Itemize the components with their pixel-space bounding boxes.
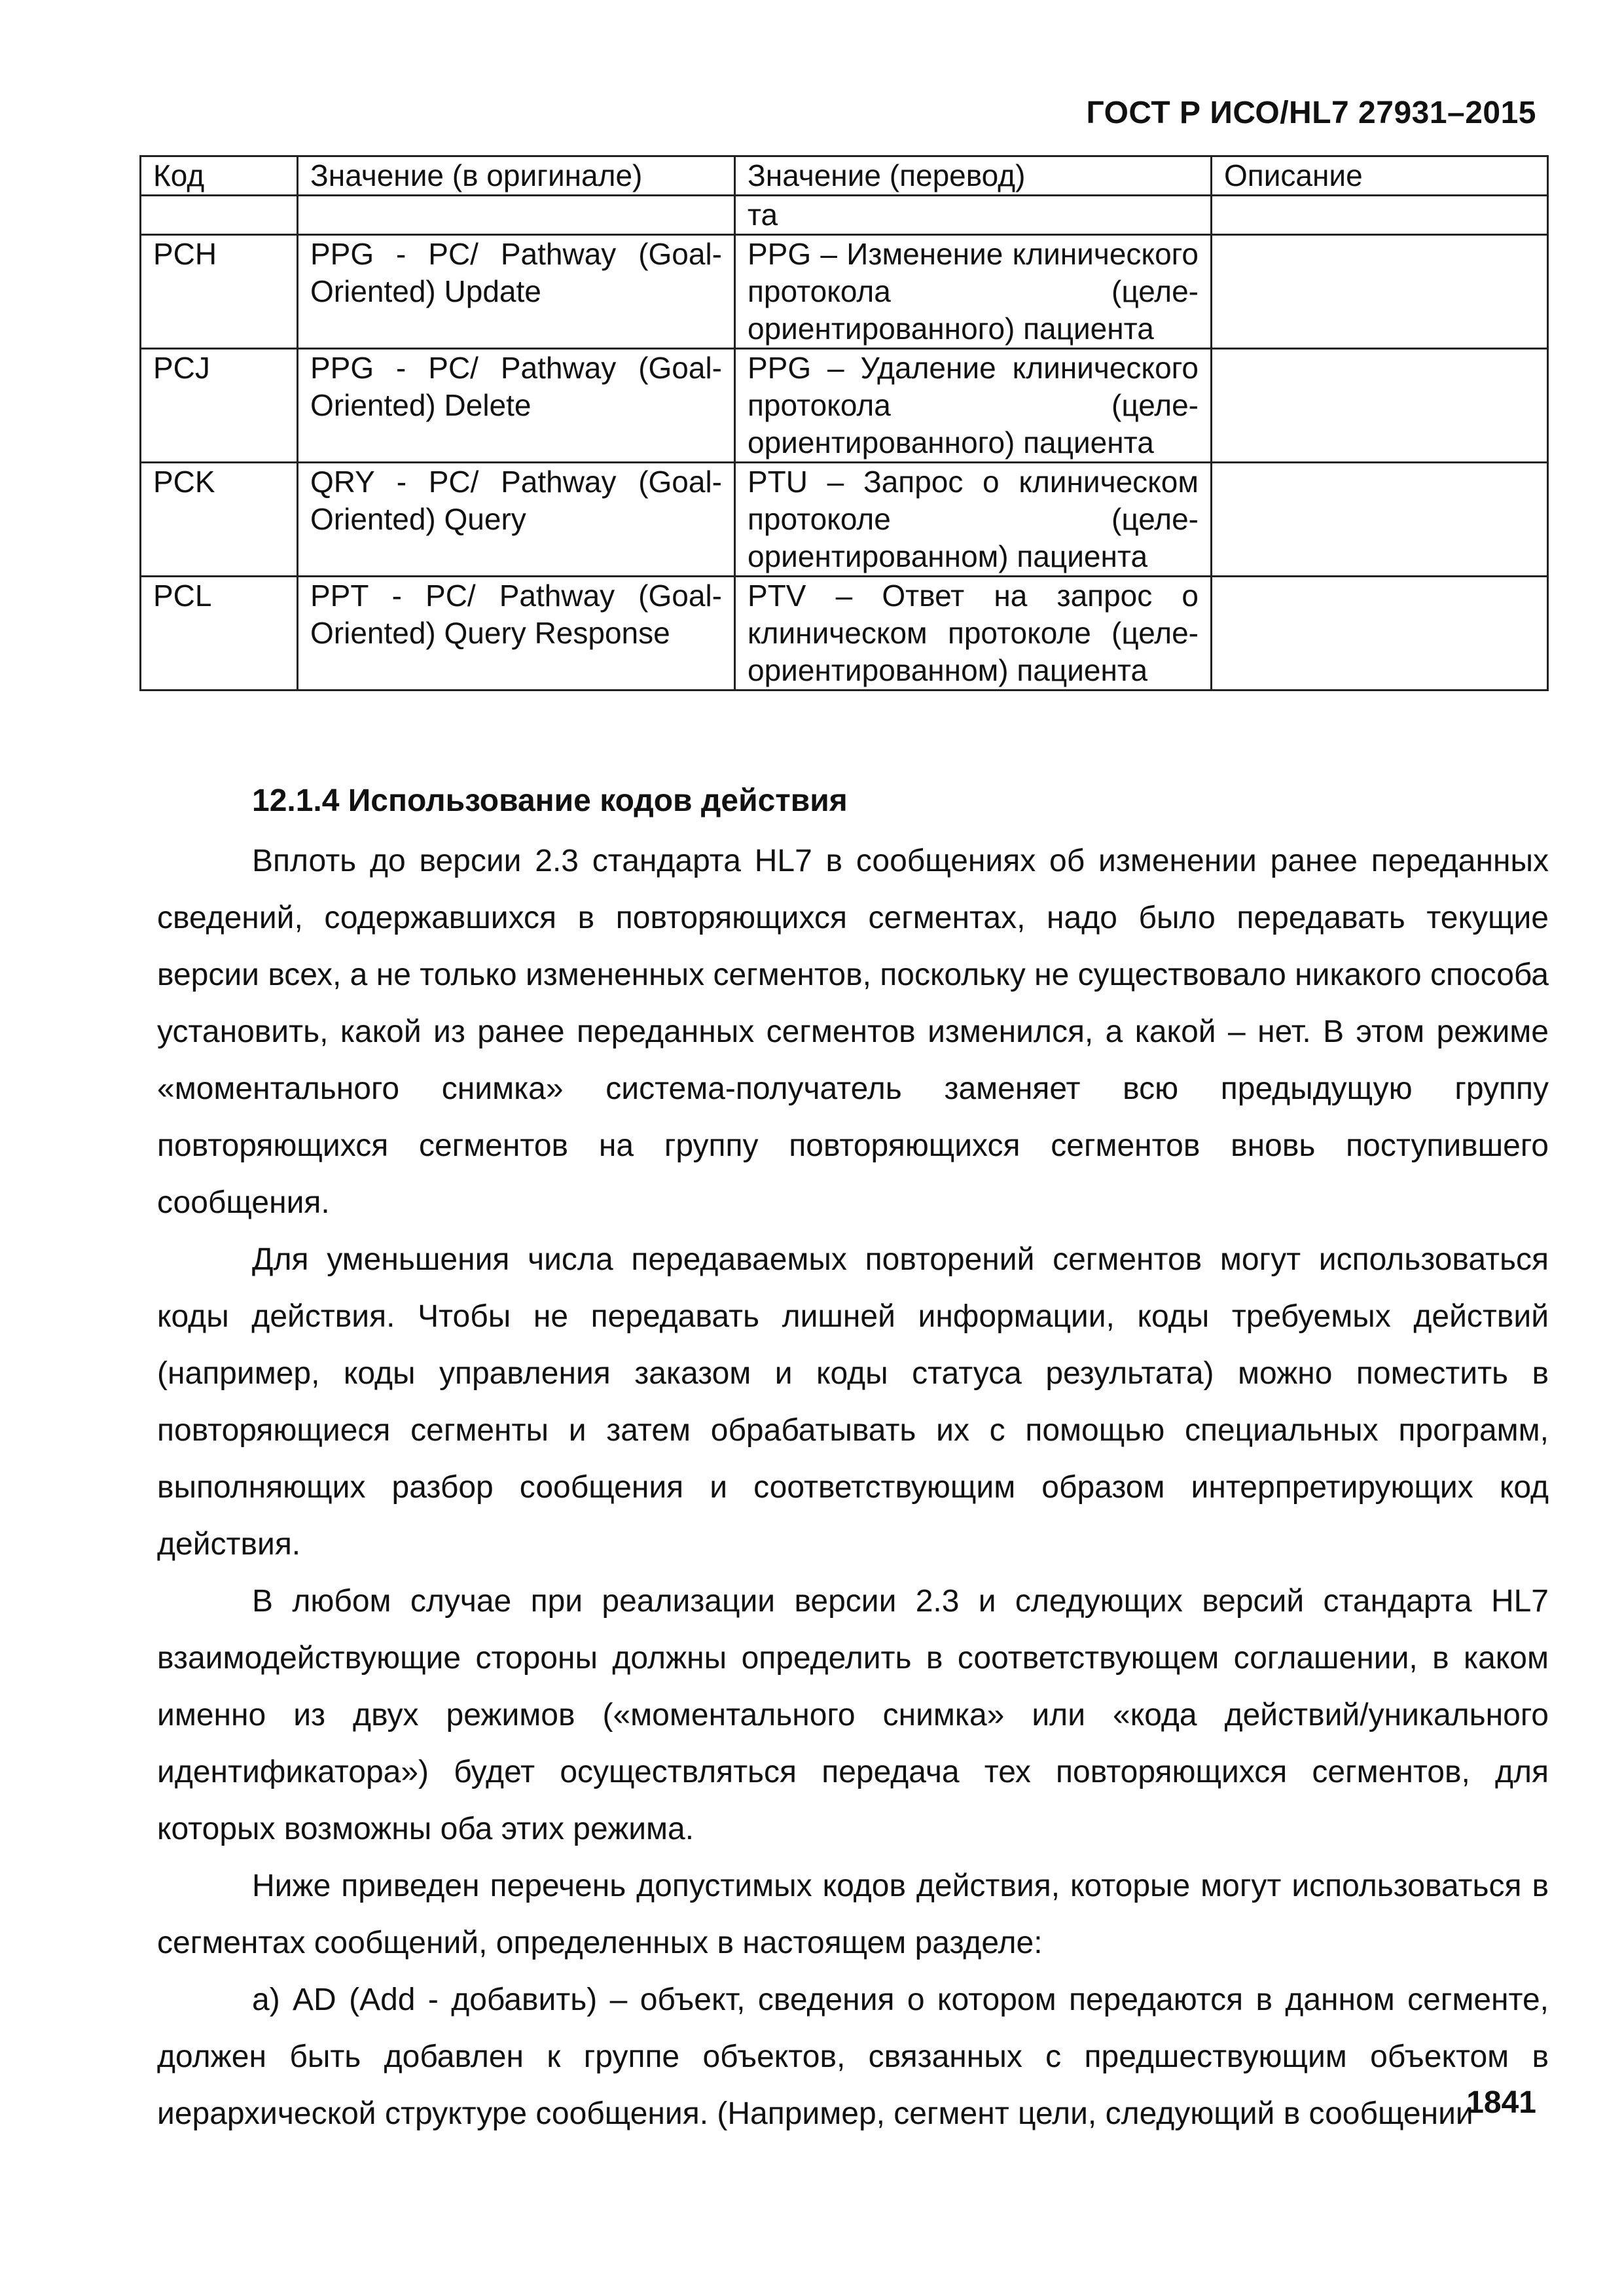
cell-original: QRY - PC/ Pathway (Goal-Oriented) Query (298, 463, 735, 577)
cell-code (141, 196, 298, 235)
cell-translation: та (735, 196, 1212, 235)
column-header-description: Описание (1212, 156, 1548, 196)
paragraph: В любом случае при реализации версии 2.3 и следующих версий стандарта HL7 взаимодействующие стороны должны определить в соответствующем соглашении, в каком именно из двух режимов («моментального снимка» или «кода действий/уникального идентификатора») будет осуществляться передача тех повторяющихся сегментов, для которых возможны оба этих режима. (157, 1584, 1549, 1846)
cell-translation: PTU – Запрос о клиническом протоколе (целе-ориентированном) пациента (735, 463, 1212, 577)
cell-description (1212, 196, 1548, 235)
cell-original: PPG - PC/ Pathway (Goal-Oriented) Delete (298, 349, 735, 463)
cell-original: PPT - PC/ Pathway (Goal-Oriented) Query Response (298, 577, 735, 691)
codes-table (139, 155, 1549, 691)
column-header-code: Код (141, 156, 298, 196)
cell-code: PCJ (141, 349, 298, 463)
section-title: 12.1.4 Использование кодов действия (252, 783, 848, 818)
cell-description (1212, 349, 1548, 463)
cell-translation: PPG – Удаление клинического протокола (целе-ориентированного) пациента (735, 349, 1212, 463)
cell-original: PPG - PC/ Pathway (Goal-Oriented) Update (298, 235, 735, 349)
cell-translation: PPG – Изменение клинического протокола (целе-ориентированного) пациента (735, 235, 1212, 349)
paragraph: Для уменьшения числа передаваемых повторений сегментов могут использоваться коды действия. Чтобы не передавать лишней информации, коды требуемых действий (например, коды управления заказом и коды статуса результата) можно поместить в повторяющиеся сегменты и затем обрабатывать их с помощью специальных программ, выполняющих разбор сообщения и соответствующим образом интерпретирующих код действия. (157, 1242, 1549, 1562)
cell-code: PCL (141, 577, 298, 691)
cell-description (1212, 235, 1548, 349)
column-header-original: Значение (в оригинале) (298, 156, 735, 196)
page-number: 1841 (1466, 2085, 1536, 2120)
section-body (157, 833, 1549, 2142)
table-row (141, 349, 1548, 463)
cell-code: PCK (141, 463, 298, 577)
document-header: ГОСТ Р ИСО/HL7 27931–2015 (1086, 96, 1536, 130)
table-row (141, 577, 1548, 691)
table-row (141, 463, 1548, 577)
table-row (141, 196, 1548, 235)
table-header-row (141, 156, 1548, 196)
cell-description (1212, 577, 1548, 691)
paragraph: Вплоть до версии 2.3 стандарта HL7 в сообщениях об изменении ранее переданных сведений, содержавшихся в повторяющихся сегментах, надо было передавать текущие версии всех, а не только измененных сегментов, поскольку не существовало никакого способа установить, какой из ранее переданных сегментов изменился, а какой – нет. В этом режиме «моментального снимка» система-получатель заменяет всю предыдущую группу повторяющихся сегментов на группу повторяющихся сегментов вновь поступившего сообщения. (157, 844, 1549, 1220)
paragraph: Ниже приведен перечень допустимых кодов действия, которые могут использоваться в сегментах сообщений, определенных в настоящем разделе: (157, 1869, 1549, 1960)
cell-description (1212, 463, 1548, 577)
cell-code: PCH (141, 235, 298, 349)
cell-translation: PTV – Ответ на запрос о клиническом протоколе (целе-ориентированном) пациента (735, 577, 1212, 691)
list-item-paragraph: а) AD (Add - добавить) – объект, сведения о котором передаются в данном сегменте, должен быть добавлен к группе объектов, связанных с предшествующим объектом в иерархической структуре сообщения. (Например, сегмент цели, следующий в сообщении (157, 1982, 1549, 2131)
column-header-translation: Значение (перевод) (735, 156, 1212, 196)
cell-original (298, 196, 735, 235)
table-row (141, 235, 1548, 349)
